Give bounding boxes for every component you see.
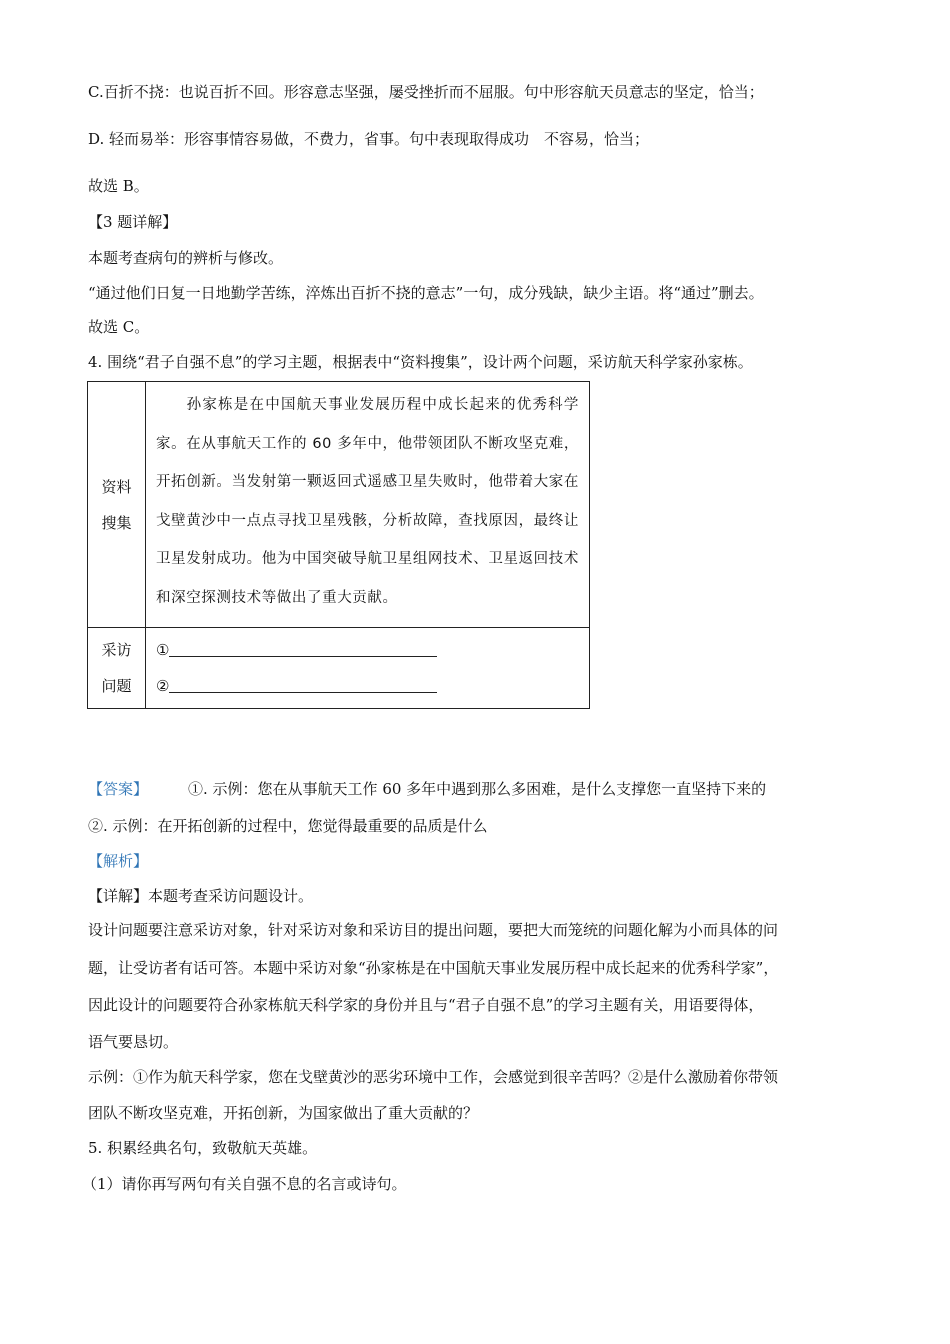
- interview-question-2: [156, 668, 579, 704]
- question-1-marker: ①: [156, 641, 170, 659]
- question-3-analysis: “通过他们日复一日地勤学苦练，淬炼出百折不挠的意志”一句，成分残缺，缺少主语。将“通过”删去。: [88, 284, 764, 302]
- answer-example-1: ①. 示例：您在从事航天工作 60 多年中遇到那么多困难，是什么支撑您一直坚持下来的: [188, 780, 767, 798]
- material-label-line-1: 资料: [101, 477, 132, 496]
- option-d-explanation: D. 轻而易举：形容事情容易做，不费力，省事。句中表现取得成功 不容易，恰当；: [88, 130, 650, 148]
- question-3-topic: 本题考查病句的辨析与修改。: [88, 249, 284, 267]
- material-label-line-2: 搜集: [101, 513, 132, 532]
- answer-line-1: [88, 779, 766, 799]
- analysis-example-line-2: 团队不断攻坚克难，开拓创新，为国家做出了重大贡献的？: [88, 1104, 479, 1122]
- interview-label: [88, 628, 146, 709]
- question-1-blank[interactable]: [169, 636, 437, 657]
- interview-label-line-1: 采访: [101, 641, 132, 659]
- analysis-detail-heading: 【详解】本题考查采访问题设计。: [88, 887, 314, 905]
- interview-table: [87, 381, 590, 709]
- analysis-paragraph-line-2: 题，让受访者有话可答。本题中采访对象“孙家栋是在中国航天事业发展历程中成长起来的优秀科学家”，: [88, 959, 779, 977]
- interview-questions-cell: [146, 628, 590, 709]
- analysis-paragraph-line-3: 因此设计的问题要符合孙家栋航天科学家的身份并且与“君子自强不息”的学习主题有关，用语要得体，: [88, 996, 764, 1014]
- material-text-cell: [146, 382, 590, 628]
- question-3-heading: 【3 题详解】: [88, 213, 178, 231]
- question-4-prompt: 4. 围绕“君子自强不息”的学习主题，根据表中“资料搜集”，设计两个问题，采访航天科学家孙家栋。: [88, 353, 753, 371]
- analysis-paragraph-line-4: 语气要恳切。: [88, 1033, 179, 1051]
- answer-choice-c: 故选 C。: [88, 318, 150, 336]
- material-label: [88, 382, 146, 628]
- question-2-marker: ②: [156, 677, 170, 695]
- question-5-title: 5. 积累经典名句，致敬航天英雄。: [88, 1139, 318, 1157]
- interview-label-line-2: 问题: [101, 677, 132, 695]
- answer-tag: 【答案】: [88, 780, 149, 798]
- answer-example-2: ②. 示例：在开拓创新的过程中，您觉得最重要的品质是什么: [88, 817, 488, 835]
- question-2-blank[interactable]: [169, 672, 437, 693]
- analysis-example-line-1: 示例：①作为航天科学家，您在戈壁黄沙的恶劣环境中工作，会感觉到很辛苦吗？②是什么激励着你带领: [88, 1068, 779, 1086]
- material-row: [88, 382, 590, 628]
- answer-choice-b: 故选 B。: [88, 177, 149, 195]
- material-text: 孙家栋是在中国航天事业发展历程中成长起来的优秀科学家。在从事航天工作的 60 多年中，他带领团队不断攻坚克难，开拓创新。当发射第一颗返回式遥感卫星失败时，他带着大家在戈壁黄沙中一点点寻找卫星残骸，分析故障，查找原因，最终让卫星发射成功。他为中国突破导航卫星组网技术、卫星返回技术和深空探测技术等做出了重大贡献。: [156, 397, 579, 606]
- analysis-tag: 【解析】: [88, 852, 149, 870]
- analysis-paragraph-line-1: 设计问题要注意采访对象，针对采访对象和采访目的提出问题，要把大而笼统的问题化解为小而具体的问: [88, 921, 779, 939]
- interview-row: [88, 628, 590, 709]
- interview-question-1: [156, 632, 579, 668]
- question-5-subquestion-1: （1）请你再写两句有关自强不息的名言或诗句。: [82, 1175, 407, 1193]
- option-c-explanation: C.百折不挠：也说百折不回。形容意志坚强，屡受挫折而不屈服。句中形容航天员意志的坚定，恰当；: [88, 83, 764, 101]
